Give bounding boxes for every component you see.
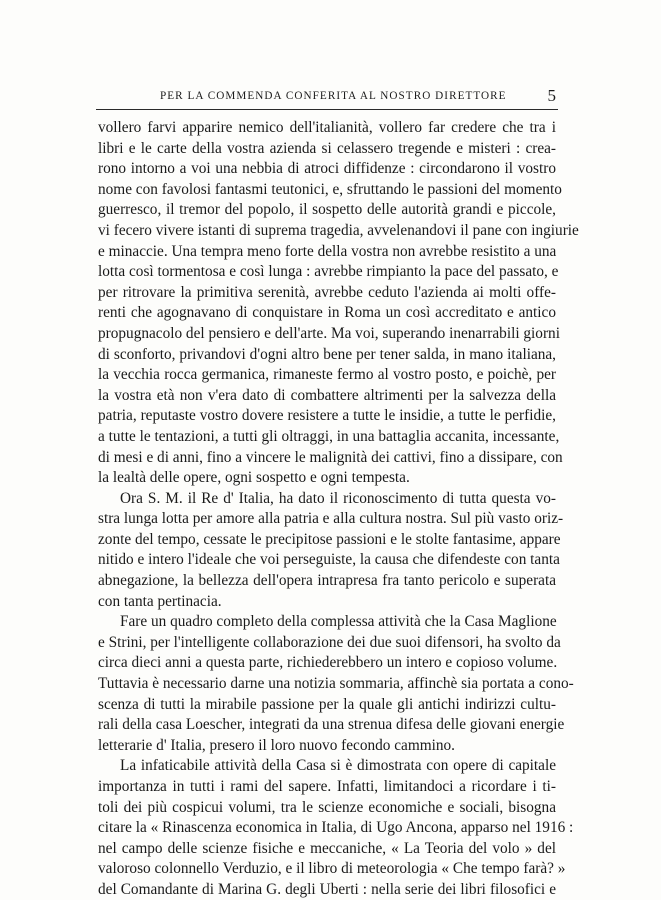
text-line: con tanta pertinacia. [98, 592, 222, 610]
paragraph-first-line: Fare un quadro completo della complessa attività che la Casa Maglione [120, 613, 557, 631]
text-line: e minaccie. Una tempra meno forte della vostra non avrebbe resistito a una [98, 242, 557, 260]
text-line: per ritrovare la primitiva serenità, avrebbe ceduto l'azienda ai molti offe- [98, 283, 556, 301]
text-line: lotta così tormentosa e così lunga : avrebbe rimpianto la pace del passato, e [98, 263, 559, 281]
text-line: abnegazione, la bellezza dell'opera intrapresa fra tanto pericolo e superata [98, 572, 556, 590]
text-line: del Comandante di Marina G. degli Uberti : nella serie dei libri filosofici e [98, 880, 556, 898]
text-line: di sconforto, privandovi d'ogni altro bene per tener salda, in mano italiana, [98, 345, 556, 363]
text-line: vi fecero vivere istanti di suprema tragedia, avvelenandovi il pane con ingiurie [98, 221, 579, 239]
text-line: a tutte le tentazioni, a tutti gli oltraggi, in una battaglia accanita, incessante, [98, 427, 560, 445]
paragraph-first-line: Ora S. M. il Re d' Italia, ha dato il riconoscimento di tutta questa vo- [120, 489, 556, 507]
text-line: di mesi e di anni, fino a vincere le malignità dei cattivi, fino a dissipare, con [98, 448, 563, 466]
text-body [98, 118, 579, 901]
text-line: la vostra età non v'era dato di combattere altrimenti per la salvezza della [98, 386, 556, 404]
paragraph-first-line: La infaticabile attività della Casa si è dimostrata con opere di capitale [120, 757, 556, 775]
text-line: Tuttavia è necessario darne una notizia sommaria, affinchè sia portata a cono- [98, 675, 574, 693]
text-line: guerresco, il tremor del popolo, il sospetto delle autorità grandi e piccole, [98, 201, 556, 219]
text-line: e Strini, per l'intelligente collaborazione dei due suoi difensori, ha svolto da [98, 633, 561, 651]
text-line: stra lunga lotta per amore alla patria e alla cultura nostra. Sul più vasto oriz- [98, 510, 564, 528]
text-line: libri e le carte della vostra azienda si celassero tregende e misteri : crea- [98, 139, 556, 157]
text-line: patria, reputaste vostro dovere resistere a tutte le insidie, a tutte le perfidie, [98, 407, 556, 425]
text-line: renti che agognavano di conquistare in Roma un così accreditato e antico [98, 304, 556, 322]
text-line: rono intorno a voi una nebbia di atroci diffidenze : circondarono il vostro [98, 160, 556, 178]
running-head [98, 86, 556, 108]
text-line: nome con favolosi fantasmi teutonici, e, sfruttando le passioni del momento [98, 180, 562, 198]
text-line: nel campo delle scienze fisiche e meccaniche, « La Teoria del volo » del [98, 839, 556, 857]
text-line: letterarie d' Italia, presero il loro nuovo fecondo cammino. [98, 736, 456, 754]
text-line: rali della casa Loescher, integrati da una strenua difesa delle giovani energie [98, 716, 565, 734]
text-line: la vecchia rocca germanica, rimaneste fermo al vostro posto, e poichè, per [98, 366, 556, 384]
text-line: vollero farvi apparire nemico dell'italianità, vollero far credere che tra i [98, 119, 556, 136]
header-rule [96, 109, 558, 110]
text-line: toli dei più cospicui volumi, tra le scienze economiche e sociali, bisogna [98, 798, 556, 816]
text-line: valoroso colonnello Verduzio, e il libro di meteorologia « Che tempo farà? » [98, 860, 566, 878]
text-line: propugnacolo del pensiero e dell'arte. Ma voi, superando inenarrabili giorni [98, 324, 560, 342]
text-line: la lealtà delle opere, ogni sospetto e ogni tempesta. [98, 469, 410, 487]
text-line: zonte del tempo, cessate le precipitose passioni e le stolte fantasime, appare [98, 530, 561, 548]
running-title: PER LA COMMENDA CONFERITA AL NOSTRO DIRETTORE [160, 90, 507, 102]
text-line: circa dieci anni a questa parte, richiederebbero un intero e copioso volume. [98, 654, 558, 672]
text-line: scenza di tutti la mirabile passione per la quale gli antichi indirizzi cultu- [98, 695, 556, 713]
page-number: 5 [547, 86, 556, 105]
text-line: citare la « Rinascenza economica in Italia, di Ugo Ancona, apparso nel 1916 : [98, 819, 574, 837]
text-line: nitido e intero l'ideale che voi perseguiste, la causa che difendeste con tanta [98, 551, 560, 569]
text-line: importanza in tutti i rami del sapere. Infatti, limitandoci a ricordare i ti- [98, 778, 556, 795]
